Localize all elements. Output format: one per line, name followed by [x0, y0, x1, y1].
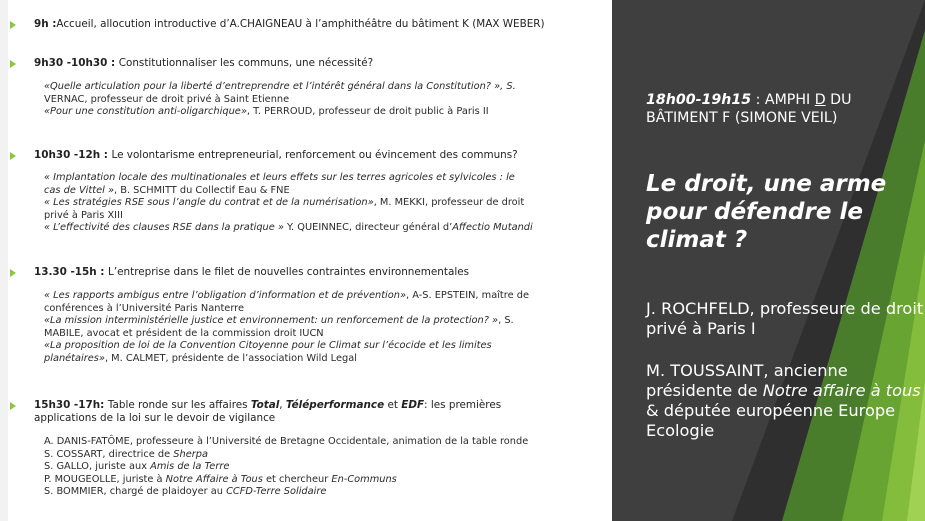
item-text: Accueil, allocution introductive d’A.CHAIGNEAU à l’amphithéâtre du bâtiment K (MAX WEBER)	[56, 18, 545, 30]
panelist-org: En-Communs	[331, 473, 397, 485]
talk-speaker: , T. PERROUD, professeur de droit public à Paris II	[246, 106, 489, 118]
item-separator: :	[48, 18, 57, 30]
talk-speaker: , B. SCHMITT du Collectif Eau & FNE	[114, 184, 290, 196]
panelist-org: Sherpa	[173, 448, 208, 460]
item-text: ,	[279, 399, 286, 411]
evening-place: DU BÂTIMENT F (SIMONE VEIL)	[646, 92, 852, 126]
panelist-org: Amis de la Terre	[150, 461, 230, 473]
item-heading	[34, 18, 545, 31]
bullet-arrow-icon	[10, 402, 16, 410]
talk-line	[44, 340, 604, 353]
bullet-arrow-icon	[10, 152, 16, 160]
talk-speaker: , A-S. EPSTEIN, maître de	[406, 290, 529, 301]
talk-line	[44, 106, 604, 119]
talk-speaker: MABILE, avocat et président de la commission droit IUCN	[44, 327, 324, 339]
talk-speaker: VERNAC, professeur de droit privé à Saint Etienne	[44, 93, 290, 105]
talk-title: cas de Vittel »	[44, 184, 114, 196]
item-text: applications de la loi sur le devoir de vigilance	[34, 412, 276, 424]
talk-line	[44, 185, 604, 198]
talk-speaker: privé à Paris XIII	[44, 209, 123, 221]
evening-title: Le droit, une arme pour défendre le climat ?	[646, 171, 887, 253]
item-text: Le volontarisme entrepreneurial, renforcement ou évincement des communs?	[111, 149, 518, 161]
talk-line	[44, 197, 604, 210]
item-time: 10h30 -12h	[34, 149, 101, 161]
speaker-org: Notre affaire à tous	[762, 381, 921, 400]
talk-line	[44, 303, 604, 316]
item-text: : les premières	[424, 399, 502, 411]
talk-line	[44, 290, 604, 303]
evening-place: : AMPHI	[751, 92, 815, 108]
green-stripes-decoration	[612, 0, 925, 521]
speaker-text: M. TOUSSAINT, ancienne présidente de	[646, 361, 848, 400]
panelist	[44, 474, 604, 487]
talk-list	[44, 290, 604, 366]
panelist-text: A. DANIS-FATÔME, professeure à l’Université de Bretagne Occidentale, animation de la table ronde	[44, 436, 529, 447]
item-text: L’entreprise dans le filet de nouvelles contraintes environnementales	[108, 266, 470, 278]
panelist-text: S. GALLO, juriste aux	[44, 461, 151, 473]
item-separator: :	[107, 57, 119, 69]
item-separator: :	[100, 399, 108, 411]
company-name: EDF	[401, 399, 425, 411]
item-time: 9h	[34, 18, 49, 30]
talk-list	[44, 172, 604, 235]
talk-line	[44, 328, 604, 341]
talk-title: « Implantation locale des multinationales et leurs effets sur les terres agricoles et sylvicoles : le	[44, 172, 515, 183]
item-text: Constitutionnaliser les communs, une nécessité?	[118, 57, 374, 69]
talk-speaker: Y. QUEINNEC, directeur général d’	[283, 222, 453, 234]
talk-line	[44, 81, 604, 94]
panelist-text: S. COSSART, directrice de	[44, 448, 174, 460]
left-edge-strip	[0, 0, 8, 521]
talk-org: Affectio Mutandi	[452, 222, 533, 234]
panelist-text: P. MOUGEOLLE, juriste à	[44, 473, 166, 485]
panelist-text: S. BOMMIER, chargé de plaidoyer au	[44, 486, 227, 498]
evening-speaker-1: J. ROCHFELD, professeure de droit privé à Paris I	[646, 299, 924, 338]
item-separator: :	[100, 149, 112, 161]
item-heading	[34, 149, 518, 162]
talk-title: « L’effectivité des clauses RSE dans la pratique »	[44, 222, 284, 234]
talk-line	[44, 315, 604, 328]
talk-title: « Les stratégies RSE sous l’angle du contrat et de la numérisation»	[44, 197, 374, 209]
talk-title: planétaires»	[44, 352, 105, 364]
panelist-org: Notre Affaire à Tous	[165, 473, 263, 485]
item-heading	[34, 399, 501, 412]
talk-title: « Les rapports ambigus entre l’obligation d’information et de prévention»	[44, 290, 407, 301]
talk-line	[44, 210, 604, 223]
talk-line	[44, 94, 604, 107]
talk-title: «Quelle articulation pour la liberté d’entreprendre et l’intérêt général dans la Constitution? », S.	[44, 81, 516, 92]
evening-time: 18h00-19h15	[646, 92, 752, 108]
item-text: et	[384, 399, 402, 411]
company-name: Total	[250, 399, 280, 411]
item-heading-line2	[34, 412, 275, 425]
evening-panel	[612, 0, 925, 521]
item-text: Table ronde sur les affaires	[107, 399, 251, 411]
item-separator: :	[96, 266, 109, 278]
item-heading	[34, 266, 469, 279]
bullet-arrow-icon	[10, 21, 16, 29]
talk-line	[44, 222, 604, 235]
talk-title: «La mission interministérielle justice et environnement: un renforcement de la protection? »	[44, 315, 499, 327]
panelist-text: et chercheur	[262, 473, 332, 485]
talk-speaker: conférences à l’Université Paris Nanterre	[44, 302, 245, 314]
talk-line	[44, 172, 604, 185]
evening-time-place	[646, 91, 916, 127]
talk-speaker: , M. CALMET, présidente de l’association Wild Legal	[104, 352, 357, 364]
talk-title: «La proposition de loi de la Convention Citoyenne pour le Climat sur l’écocide et les limites	[44, 340, 492, 352]
bullet-arrow-icon	[10, 269, 16, 277]
panelist	[44, 436, 604, 449]
panel-list	[44, 436, 604, 499]
panelist	[44, 449, 604, 462]
panelist	[44, 461, 604, 474]
talk-speaker: , M. MEKKI, professeur de droit	[373, 197, 525, 209]
evening-speaker-2	[646, 361, 925, 441]
talk-line	[44, 353, 604, 366]
item-time: 15h30 -17h	[34, 399, 101, 411]
panelist-org: CCFD-Terre Solidaire	[226, 486, 327, 498]
speaker-text: & députée européenne Europe Ecologie	[646, 401, 896, 440]
evening-place-letter: D	[814, 92, 826, 108]
item-heading	[34, 57, 373, 70]
item-time: 9h30 -10h30	[34, 57, 108, 69]
talk-list	[44, 81, 604, 119]
item-time: 13.30 -15h	[34, 266, 97, 278]
talk-speaker: , S.	[498, 315, 514, 327]
company-name: Téléperformance	[285, 399, 385, 411]
panelist	[44, 486, 604, 499]
bullet-arrow-icon	[10, 60, 16, 68]
talk-title: «Pour une constitution anti-oligarchique»	[44, 106, 247, 118]
